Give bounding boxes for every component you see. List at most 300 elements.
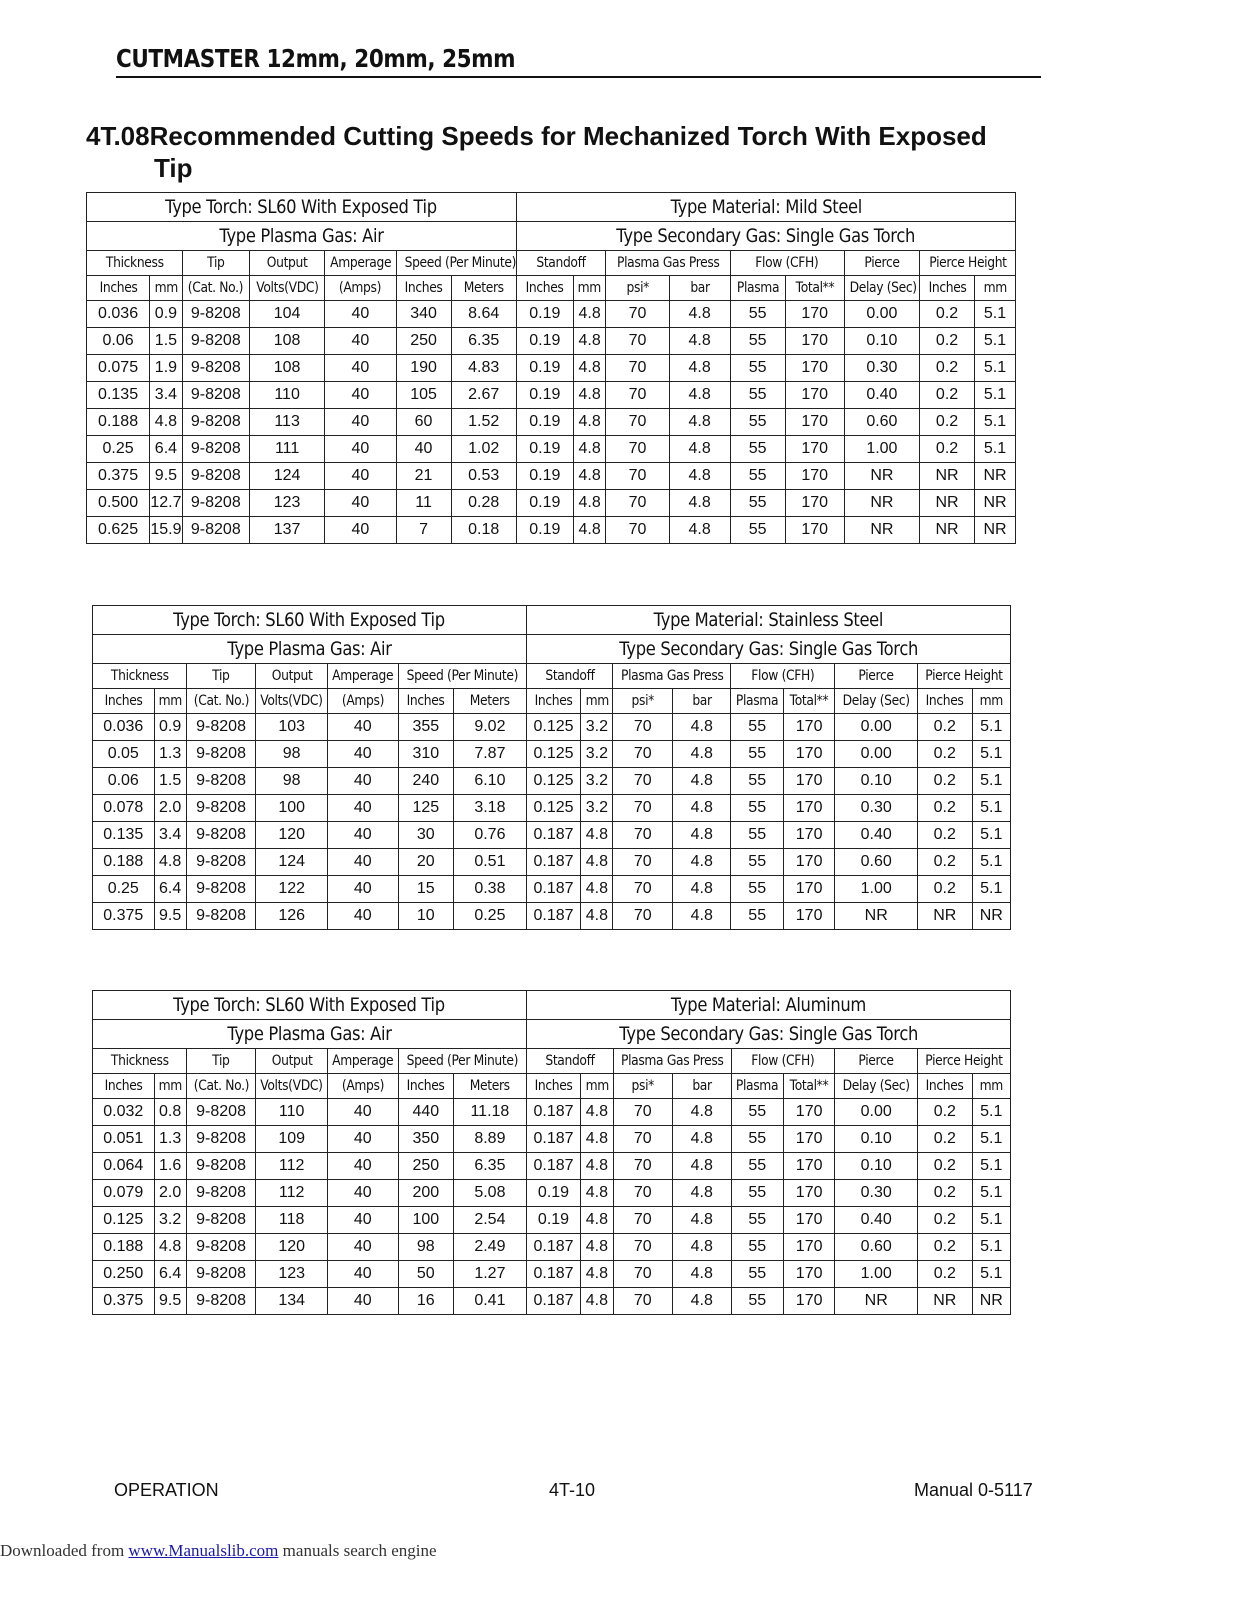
table-cell: 98 xyxy=(256,768,328,795)
table-cell: 0.10 xyxy=(844,328,919,355)
column-unit-label: Plasma xyxy=(736,693,779,709)
column-group-header-tip xyxy=(182,251,249,276)
column-unit-header xyxy=(327,689,398,714)
column-group-header-flow xyxy=(731,1049,835,1074)
table-cell: 3.2 xyxy=(581,795,613,822)
table-row xyxy=(93,903,1011,930)
column-unit-label: Meters xyxy=(469,693,510,709)
table-cell: 55 xyxy=(731,1099,783,1126)
type-torch-cell xyxy=(93,991,527,1020)
type-material-cell xyxy=(526,606,1010,635)
table-cell: 0.187 xyxy=(526,876,580,903)
table-cell: 110 xyxy=(256,1099,328,1126)
table-row xyxy=(93,1234,1011,1261)
table-cell: 2.54 xyxy=(454,1207,527,1234)
column-unit-header xyxy=(918,1074,972,1099)
table-cell: 0.05 xyxy=(93,741,155,768)
table-cell: 4.8 xyxy=(669,328,730,355)
table-cell: 440 xyxy=(398,1099,453,1126)
table-cell: 55 xyxy=(731,1261,783,1288)
column-unit-header xyxy=(731,689,783,714)
column-unit-header xyxy=(672,689,731,714)
table-cell: 4.8 xyxy=(581,1207,613,1234)
column-group-header-thickness xyxy=(87,251,183,276)
column-unit-header-row xyxy=(93,689,1011,714)
column-unit-label: mm xyxy=(585,693,609,709)
type-secondary-gas-label: Type Secondary Gas: Single Gas Torch xyxy=(616,225,916,247)
column-group-header-pierce-height xyxy=(918,664,1011,689)
table-cell: 123 xyxy=(256,1261,328,1288)
table-cell: 9-8208 xyxy=(186,741,256,768)
table-cell: 3.2 xyxy=(581,768,613,795)
column-unit-header xyxy=(613,1074,673,1099)
column-group-label: Standoff xyxy=(545,1053,595,1069)
table-cell: 9-8208 xyxy=(186,1234,256,1261)
table-cell: 9-8208 xyxy=(186,714,256,741)
table-cell: 4.8 xyxy=(573,382,606,409)
table-cell: 108 xyxy=(249,328,324,355)
column-unit-label: Meters xyxy=(463,280,504,296)
table-cell: 5.1 xyxy=(972,876,1010,903)
table-cell: 5.1 xyxy=(972,849,1010,876)
column-unit-label: Inches xyxy=(104,1078,143,1094)
column-unit-label: bar xyxy=(692,1078,712,1094)
table-cell: 40 xyxy=(325,355,396,382)
table-cell: 55 xyxy=(731,741,783,768)
table-cell: NR xyxy=(835,903,918,930)
table-cell: 100 xyxy=(256,795,328,822)
table-cell: 40 xyxy=(327,903,398,930)
column-unit-header xyxy=(249,276,324,301)
table-cell: 0.00 xyxy=(844,301,919,328)
table-cell: 170 xyxy=(785,382,844,409)
table-cell: 70 xyxy=(613,1288,673,1315)
table-cell: 0.188 xyxy=(87,409,150,436)
table-cell: 4.8 xyxy=(573,301,606,328)
table-cell: 1.52 xyxy=(451,409,516,436)
table-cell: 170 xyxy=(785,436,844,463)
table-cell: 6.35 xyxy=(451,328,516,355)
column-unit-header xyxy=(975,276,1016,301)
column-unit-header-row xyxy=(93,1074,1011,1099)
table-cell: 0.19 xyxy=(516,355,573,382)
table-cell: 9-8208 xyxy=(182,463,249,490)
table-cell: 1.6 xyxy=(154,1153,186,1180)
table-cell: 124 xyxy=(256,849,328,876)
table-cell: 0.036 xyxy=(93,714,155,741)
column-group-header-row xyxy=(87,251,1016,276)
column-group-header-pierce-height xyxy=(918,1049,1011,1074)
table-cell: 109 xyxy=(256,1126,328,1153)
table-row xyxy=(87,463,1016,490)
table-cell: 0.075 xyxy=(87,355,150,382)
table-row xyxy=(87,382,1016,409)
table-cell: 1.02 xyxy=(451,436,516,463)
table-row xyxy=(93,741,1011,768)
table-cell: 170 xyxy=(783,1207,834,1234)
table-cell: 1.00 xyxy=(835,1261,918,1288)
table-cell: 4.8 xyxy=(673,1099,732,1126)
table-cell: 8.89 xyxy=(454,1126,527,1153)
table-cell: 0.375 xyxy=(93,903,155,930)
table-cell: 1.00 xyxy=(835,876,918,903)
column-unit-header xyxy=(573,276,606,301)
table-cell: 5.1 xyxy=(972,1126,1010,1153)
table-cell: 40 xyxy=(396,436,451,463)
table-cell: 100 xyxy=(398,1207,453,1234)
table-cell: 0.125 xyxy=(93,1207,155,1234)
table-cell: 4.8 xyxy=(581,849,613,876)
table-cell: 5.1 xyxy=(972,1207,1010,1234)
column-group-label: Flow (CFH) xyxy=(751,1053,815,1069)
table-row xyxy=(93,1207,1011,1234)
table-cell: 5.1 xyxy=(972,1180,1010,1207)
type-plasma-gas-label: Type Plasma Gas: Air xyxy=(227,638,392,660)
table-cell: 170 xyxy=(783,876,834,903)
table-cell: 170 xyxy=(783,768,834,795)
table-cell: 111 xyxy=(249,436,324,463)
table-cell: 0.079 xyxy=(93,1180,155,1207)
table-cell: 0.19 xyxy=(516,409,573,436)
column-unit-header xyxy=(783,1074,834,1099)
column-group-header-speed xyxy=(396,251,516,276)
table-cell: 55 xyxy=(731,795,783,822)
table-cell: 4.8 xyxy=(154,1234,186,1261)
column-unit-label: Delay (Sec) xyxy=(849,280,917,296)
type-secondary-gas-cell xyxy=(526,1020,1010,1049)
table-row xyxy=(93,849,1011,876)
table-cell: 9-8208 xyxy=(186,822,256,849)
table-cell: 15 xyxy=(398,876,453,903)
table-cell: 3.4 xyxy=(154,822,186,849)
table-cell: 4.8 xyxy=(669,463,730,490)
table-cell: 70 xyxy=(613,741,673,768)
table-cell: 5.1 xyxy=(972,1153,1010,1180)
column-unit-label: (Amps) xyxy=(341,693,384,709)
column-group-header-thickness xyxy=(93,664,187,689)
manualslib-link[interactable]: www.Manualslib.com xyxy=(128,1541,279,1560)
type-secondary-gas-label: Type Secondary Gas: Single Gas Torch xyxy=(619,1023,918,1045)
table-cell: NR xyxy=(975,490,1016,517)
table-cell: 0.06 xyxy=(93,768,155,795)
table-cell: 240 xyxy=(398,768,453,795)
table-cell: NR xyxy=(835,1288,918,1315)
table-cell: 0.51 xyxy=(454,849,527,876)
table-cell: 55 xyxy=(730,355,785,382)
column-unit-label: mm xyxy=(585,1078,609,1094)
table-cell: 0.187 xyxy=(526,1234,580,1261)
table-cell: 0.188 xyxy=(93,849,155,876)
section-title-line1: Recommended Cutting Speeds for Mechanized Torch With Exposed xyxy=(149,121,987,151)
column-group-label: Pierce Height xyxy=(925,1053,1003,1069)
table-cell: 70 xyxy=(606,355,669,382)
table-cell: 112 xyxy=(256,1180,328,1207)
table-cell: 0.032 xyxy=(93,1099,155,1126)
table-cell: 40 xyxy=(327,849,398,876)
table-cell: 55 xyxy=(731,1288,783,1315)
table-cell: 5.1 xyxy=(975,355,1016,382)
table-cell: 4.8 xyxy=(669,301,730,328)
type-secondary-gas-cell xyxy=(526,635,1010,664)
column-unit-header-row xyxy=(87,276,1016,301)
table-cell: 40 xyxy=(327,1234,398,1261)
table-cell: 0.250 xyxy=(93,1261,155,1288)
table-cell: 6.10 xyxy=(454,768,527,795)
table-cell: 170 xyxy=(783,714,834,741)
column-unit-header xyxy=(783,689,834,714)
column-group-header-tip xyxy=(186,664,256,689)
table-cell: 1.27 xyxy=(454,1261,527,1288)
column-group-header-row xyxy=(93,664,1011,689)
table-cell: 0.2 xyxy=(920,436,975,463)
table-cell: 355 xyxy=(398,714,453,741)
column-unit-label: Inches xyxy=(406,693,445,709)
column-group-header-pierce xyxy=(835,664,918,689)
column-unit-label: mm xyxy=(154,280,178,296)
table-cell: 0.2 xyxy=(918,1126,972,1153)
column-unit-label: (Amps) xyxy=(341,1078,384,1094)
table-cell: 340 xyxy=(396,301,451,328)
column-group-label: Output xyxy=(271,1053,313,1069)
table-cell: 55 xyxy=(731,1180,783,1207)
type-plasma-gas-cell xyxy=(87,222,517,251)
table-cell: 4.8 xyxy=(669,382,730,409)
table-cell: 55 xyxy=(730,409,785,436)
table-cell: 40 xyxy=(327,1207,398,1234)
table-cell: 70 xyxy=(613,903,673,930)
table-cell: 40 xyxy=(327,1261,398,1288)
table-row xyxy=(93,1153,1011,1180)
column-unit-header xyxy=(256,1074,328,1099)
table-cell: 250 xyxy=(398,1153,453,1180)
column-group-label: Plasma Gas Press xyxy=(616,255,720,271)
column-group-header-tip xyxy=(186,1049,256,1074)
table-cell: 4.8 xyxy=(573,328,606,355)
table-cell: 0.30 xyxy=(835,795,918,822)
column-group-label: Speed (Per Minute) xyxy=(406,668,518,684)
column-unit-label: Delay (Sec) xyxy=(842,1078,910,1094)
table-cell: 98 xyxy=(256,741,328,768)
column-group-label: Amperage xyxy=(329,255,391,271)
table-cell: 4.8 xyxy=(673,1180,732,1207)
table-cell: 0.76 xyxy=(454,822,527,849)
table-cell: 4.8 xyxy=(573,463,606,490)
table-cell: 55 xyxy=(731,714,783,741)
table-cell: 170 xyxy=(785,517,844,544)
table-cell: 9.5 xyxy=(154,1288,186,1315)
cutting-speed-table-mild-steel xyxy=(86,192,1016,544)
table-cell: 1.00 xyxy=(844,436,919,463)
table-cell: 70 xyxy=(606,382,669,409)
table-cell: 5.1 xyxy=(972,741,1010,768)
table-row xyxy=(93,876,1011,903)
table-cell: 0.19 xyxy=(516,517,573,544)
column-group-label: Amperage xyxy=(332,668,394,684)
table-cell: 122 xyxy=(256,876,328,903)
table-cell: 0.125 xyxy=(526,768,580,795)
table-cell: 98 xyxy=(398,1234,453,1261)
column-group-label: Tip xyxy=(207,255,225,271)
table-cell: 0.2 xyxy=(920,328,975,355)
column-group-label: Output xyxy=(271,668,313,684)
table-cell: 0.375 xyxy=(87,463,150,490)
table-cell: 55 xyxy=(730,436,785,463)
table-cell: 70 xyxy=(606,301,669,328)
column-unit-header xyxy=(182,276,249,301)
table-cell: 0.8 xyxy=(154,1099,186,1126)
table-cell: 0.10 xyxy=(835,1153,918,1180)
column-unit-label: Inches xyxy=(534,693,573,709)
table-cell: 5.08 xyxy=(454,1180,527,1207)
table-cell: 0.9 xyxy=(154,714,186,741)
table-cell: 9-8208 xyxy=(182,301,249,328)
table-cell: 0.9 xyxy=(150,301,183,328)
table-cell: 170 xyxy=(783,1153,834,1180)
table-cell: 55 xyxy=(731,876,783,903)
column-unit-header xyxy=(516,276,573,301)
table-cell: 0.38 xyxy=(454,876,527,903)
table-cell: 50 xyxy=(398,1261,453,1288)
type-row-gas xyxy=(93,635,1011,664)
table-cell: 40 xyxy=(327,795,398,822)
table-cell: 5.1 xyxy=(972,822,1010,849)
column-unit-header xyxy=(327,1074,398,1099)
column-group-header-output xyxy=(249,251,324,276)
column-unit-label: psi* xyxy=(631,1078,654,1094)
table-cell: 70 xyxy=(613,1099,673,1126)
table-cell: NR xyxy=(975,463,1016,490)
table-cell: 4.8 xyxy=(672,903,731,930)
type-row-torch-material xyxy=(93,991,1011,1020)
table-cell: NR xyxy=(972,1288,1010,1315)
table-cell: 30 xyxy=(398,822,453,849)
table-cell: 70 xyxy=(606,490,669,517)
column-unit-header xyxy=(581,1074,613,1099)
table-row xyxy=(93,768,1011,795)
table-cell: 40 xyxy=(327,822,398,849)
table-cell: 4.8 xyxy=(672,876,731,903)
table-cell: 170 xyxy=(783,1261,834,1288)
table-cell: 55 xyxy=(731,1207,783,1234)
table-cell: NR xyxy=(844,517,919,544)
table-cell: NR xyxy=(918,1288,972,1315)
column-unit-header xyxy=(256,689,328,714)
table-cell: 0.28 xyxy=(451,490,516,517)
table-row xyxy=(87,517,1016,544)
column-group-header-output xyxy=(256,1049,328,1074)
table-cell: 40 xyxy=(327,876,398,903)
column-group-label: Tip xyxy=(212,1053,230,1069)
table-row xyxy=(87,301,1016,328)
column-unit-header xyxy=(613,689,673,714)
column-group-header-amperage xyxy=(327,664,398,689)
table-cell: 0.00 xyxy=(835,741,918,768)
table-cell: 4.8 xyxy=(581,903,613,930)
table-cell: 70 xyxy=(613,1153,673,1180)
column-group-label: Output xyxy=(266,255,308,271)
table-cell: 55 xyxy=(731,1234,783,1261)
table-cell: 170 xyxy=(783,1180,834,1207)
table-cell: 0.2 xyxy=(918,876,972,903)
column-unit-label: Volts(VDC) xyxy=(255,280,319,296)
table-row xyxy=(93,714,1011,741)
footer-page-number: 4T-10 xyxy=(549,1480,596,1500)
table-cell: 9-8208 xyxy=(186,876,256,903)
table-row xyxy=(93,1261,1011,1288)
column-unit-label: mm xyxy=(158,1078,182,1094)
table-cell: 4.8 xyxy=(150,409,183,436)
table-cell: 55 xyxy=(731,822,783,849)
table-cell: 170 xyxy=(783,903,834,930)
footer-manual-number: Manual 0-5117 xyxy=(914,1480,1033,1500)
table-cell: 40 xyxy=(327,1126,398,1153)
table-cell: 9-8208 xyxy=(186,903,256,930)
column-unit-header xyxy=(972,689,1010,714)
type-row-gas xyxy=(93,1020,1011,1049)
table-cell: 0.064 xyxy=(93,1153,155,1180)
section-title-line2: Tip xyxy=(154,153,193,183)
column-unit-label: (Cat. No.) xyxy=(193,693,249,709)
table-cell: 5.1 xyxy=(975,409,1016,436)
column-unit-header xyxy=(93,689,155,714)
table-cell: 4.8 xyxy=(581,1099,613,1126)
download-notice xyxy=(0,1541,437,1561)
table-cell: 1.5 xyxy=(154,768,186,795)
type-material-label: Type Material: Stainless Steel xyxy=(653,609,884,631)
table-cell: 4.8 xyxy=(573,409,606,436)
table-cell: 5.1 xyxy=(972,1234,1010,1261)
table-cell: 12.7 xyxy=(150,490,183,517)
table-cell: 0.2 xyxy=(918,768,972,795)
table-cell: 4.8 xyxy=(581,876,613,903)
table-row xyxy=(87,355,1016,382)
column-unit-label: Total** xyxy=(789,1078,829,1094)
column-unit-header xyxy=(186,689,256,714)
table-row xyxy=(87,409,1016,436)
table-cell: 40 xyxy=(325,328,396,355)
column-group-header-amperage xyxy=(327,1049,398,1074)
table-cell: 40 xyxy=(327,1153,398,1180)
column-unit-header xyxy=(154,1074,186,1099)
table-cell: 5.1 xyxy=(975,382,1016,409)
table-cell: 4.8 xyxy=(673,1288,732,1315)
table-cell: 170 xyxy=(783,741,834,768)
table-cell: 9-8208 xyxy=(186,1261,256,1288)
table-cell: 0.00 xyxy=(835,1099,918,1126)
table-cell: 0.135 xyxy=(93,822,155,849)
column-group-header-flow xyxy=(731,664,835,689)
table-cell: 4.8 xyxy=(672,795,731,822)
table-cell: 4.8 xyxy=(573,517,606,544)
column-unit-label: mm xyxy=(577,280,602,296)
column-unit-header xyxy=(398,689,453,714)
table-cell: 70 xyxy=(613,876,673,903)
table-cell: 40 xyxy=(327,1288,398,1315)
table-cell: 0.00 xyxy=(835,714,918,741)
table-cell: 0.187 xyxy=(526,1099,580,1126)
column-group-header-standoff xyxy=(526,1049,613,1074)
table-cell: 55 xyxy=(731,768,783,795)
table-cell: 0.40 xyxy=(835,822,918,849)
table-cell: 9-8208 xyxy=(186,1180,256,1207)
table-cell: 120 xyxy=(256,1234,328,1261)
column-group-label: Pierce Height xyxy=(928,255,1007,271)
table-cell: 4.8 xyxy=(673,1261,732,1288)
table-cell: 0.41 xyxy=(454,1288,527,1315)
type-material-label: Type Material: Mild Steel xyxy=(670,196,862,218)
table-cell: 118 xyxy=(256,1207,328,1234)
section-number: 4T.08 xyxy=(86,121,150,151)
